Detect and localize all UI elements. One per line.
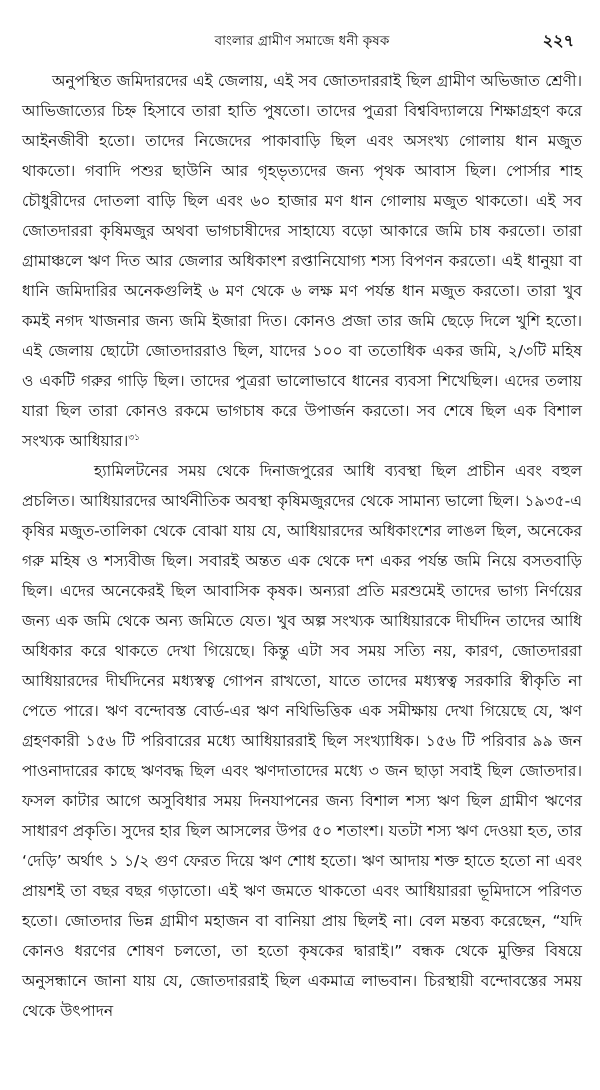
paragraph-1-text: অনুপস্থিত জমিদারদের এই জেলায়, এই সব জোতদাররাই ছিল গ্রামীণ অভিজাত শ্রেণী। আভিজাত্যের চিহ্ন হিসাবে তারা হাতি পুষতো। তাদের পুত্ররা বিশ্ববিদ্যালয়ে শিক্ষাগ্রহণ করে আইনজীবী হতো। তাদের নিজেদের পাকাবাড়ি ছিল এবং অসংখ্য গোলায় ধান মজুত থাকতো। গবাদি পশুর ছাউনি আর গৃহভৃত্যদের জন্য পৃথক আবাস ছিল। পোর্সার শাহ চৌধুরীদের দোতলা বাড়ি ছিল এবং ৬০ হাজার মণ ধান গোলায় মজুত থাকতো। এই সব জোতদাররা কৃষিমজুর অথবা ভাগচাষীদের সাহায্যে বড়ো আকারে জমি চাষ করতো। তারা গ্রামাঞ্চলে ঋণ দিত আর জেলার অধিকাংশ রপ্তানিযোগ্য শস্য বিপণন করতো। এই ধানুয়া বা ধানি জমিদারির অনেকগুলিই ৬ মণ থেকে ৬ লক্ষ মণ পর্যন্ত ধান মজুত করতো। তারা খুব কমই নগদ খাজনার জন্য জমি ইজারা দিত। কোনও প্রজা তার জমি ছেড়ে দিলে খুশি হতো। এই জেলায় ছোটো জোতদাররাও ছিল, যাদের ১০০ বা ততোধিক একর জমি, ২/৩টি মহিষ ও একটি গরুর গাড়ি ছিল। তাদের পুত্ররা ভালোভাবে ধানের ব্যবসা শিখেছিল। এদের তলায় যারা ছিল তারা কোনও রকমে ভাগচাষ করে উপার্জন করতো। সব শেষে ছিল এক বিশাল সংখ্যক আধিয়ার। bbox=[22, 72, 582, 450]
running-title: বাংলার গ্রামীণ সমাজে ধনী কৃষক bbox=[214, 33, 390, 49]
paragraph-2 bbox=[22, 456, 582, 1026]
paragraph-1 bbox=[22, 66, 582, 456]
page-header bbox=[22, 22, 582, 58]
paragraph-2-text: হ্যামিলটনের সময় থেকে দিনাজপুরের আধি ব্যবস্থা ছিল প্রাচীন এবং বহুল প্রচলিত। আধিয়ারদের আর্থনীতিক অবস্থা কৃষিমজুরদের থেকে সামান্য ভালো ছিল। ১৯৩৫-এ কৃষির মজুত-তালিকা থেকে বোঝা যায় যে, আধিয়ারদের অধিকাংশের লাঙল ছিল, অনেকের গরু মহিষ ও শস্যবীজ ছিল। সবারই অন্তত এক থেকে দশ একর পর্যন্ত জমি নিয়ে বসতবাড়ি ছিল। এদের অনেকেরই ছিল আবাসিক কৃষক। অন্যরা প্রতি মরশুমেই তাদের ভাগ্য নির্ণয়ের জন্য এক জমি থেকে অন্য জমিতে যেত। খুব অল্প সংখ্যক আধিয়ারকে দীর্ঘদিন তাদের আধি অধিকার করে থাকতে দেখা গিয়েছে। কিন্তু এটা সব সময় সত্যি নয়, কারণ, জোতদাররা আধিয়ারদের দীর্ঘদিনের মধ্যস্বত্ব গোপন রাখতো, যাতে তাদের মধ্যস্বত্ব সরকারি স্বীকৃতি না পেতে পারে। ঋণ বন্দোবস্ত বোর্ড-এর ঋণ নথিভিত্তিক এক সমীক্ষায় দেখা গিয়েছে যে, ঋণ গ্রহণকারী ১৫৬ টি পরিবারের মধ্যে আধিয়াররাই ছিল সংখ্যাধিক। ১৫৬ টি পরিবার ৯৯ জন পাওনাদারের কাছে ঋণবদ্ধ ছিল এবং ঋণদাতাদের মধ্যে ৩ জন ছাড়া সবাই ছিল জোতদার। ফসল কাটার আগে অসুবিধার সময় দিনযাপনের জন্য বিশাল শস্য ঋণ ছিল গ্রামীণ ঋণের সাধারণ প্রকৃতি। সুদের হার ছিল আসলের উপর ৫০ শতাংশ। যতটা শস্য ঋণ দেওয়া হত, তার ‘দেড়ি’ অর্থাৎ ১ ১/২ গুণ ফেরত দিয়ে ঋণ শোধ হতো। ঋণ আদায় শক্ত হাতে হতো না এবং প্রায়শই তা বছর বছর গড়াতো। এই ঋণ জমতে থাকতো এবং আধিয়াররা ভূমিদাসে পরিণত হতো। জোতদার ভিন্ন গ্রামীণ মহাজন বা বানিয়া প্রায় ছিলই না। বেল মন্তব্য করেছেন, “যদি কোনও ধরণের শোষণ চলতো, তা হতো কৃষকের দ্বারাই।” বন্ধক থেকে মুক্তির বিষয়ে অনুসন্ধানে জানা যায় যে, জোতদাররাই ছিল একমাত্র লাভবান। চিরস্থায়ী বন্দোবস্তের সময় থেকে উৎপাদন bbox=[22, 462, 582, 1020]
body-text bbox=[22, 66, 582, 1026]
footnote-marker: ৩১ bbox=[128, 432, 140, 443]
page-number: ২২৭ bbox=[542, 31, 574, 50]
